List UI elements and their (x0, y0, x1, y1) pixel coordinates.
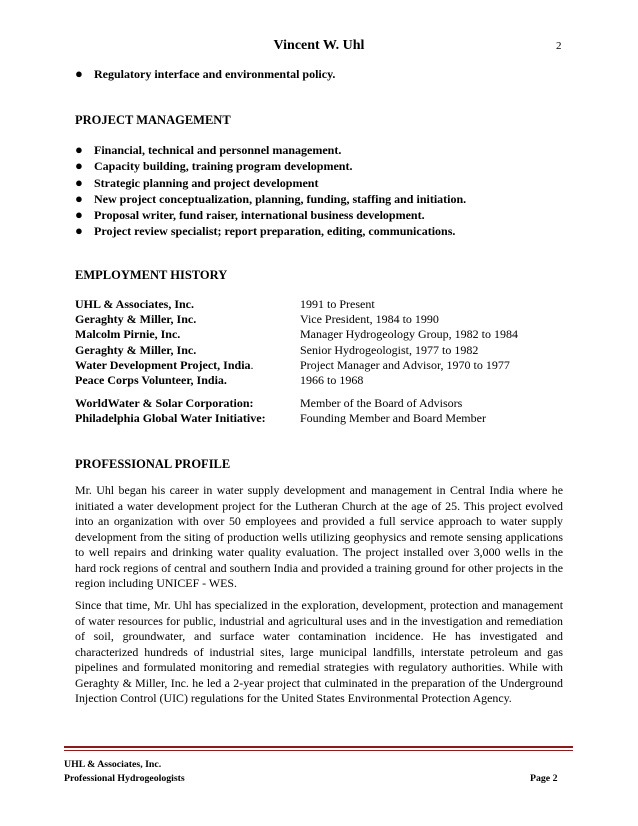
professional-profile-heading: PROFESSIONAL PROFILE (75, 457, 231, 471)
table-row: Geraghty & Miller, Inc. Senior Hydrogeologist, 1977 to 1982 (75, 342, 479, 357)
footer-rule (64, 746, 573, 748)
list-item: ● Strategic planning and project development (75, 174, 319, 190)
employment-history-heading: EMPLOYMENT HISTORY (75, 268, 228, 282)
table-row: UHL & Associates, Inc. 1991 to Present (75, 297, 375, 311)
table-row: Malcolm Pirnie, Inc. Manager Hydrogeology Group, 1982 to 1984 (75, 327, 518, 342)
list-item: ● Project review specialist; report preparation, editing, communications. (75, 223, 456, 239)
table-row: Philadelphia Global Water Initiative: Founding Member and Board Member (75, 411, 486, 426)
bullet-icon: ● (75, 66, 83, 81)
top-bullet-list (75, 66, 575, 82)
table-row: Water Development Project, India. Project Manager and Advisor, 1970 to 1977 (75, 357, 510, 372)
project-management-heading: PROJECT MANAGEMENT (75, 113, 231, 127)
bullet-icon: ● (75, 190, 83, 206)
list-item: ● Proposal writer, fund raiser, international business development. (75, 207, 425, 223)
list-item: ● Financial, technical and personnel management. (75, 142, 342, 157)
bullet-icon: ● (75, 142, 83, 157)
bullet-icon: ● (75, 207, 83, 223)
header-name: Vincent W. Uhl (273, 38, 365, 53)
table-row: WorldWater & Solar Corporation: Member of the Board of Advisors (75, 396, 463, 410)
footer-subtitle: Professional Hydrogeologists (64, 773, 185, 784)
list-item: ● Regulatory interface and environmental policy. (75, 66, 336, 81)
header-page-number: 2 (556, 40, 562, 52)
table-row: Peace Corps Volunteer, India. 1966 to 1968 (75, 373, 364, 388)
bullet-icon: ● (75, 174, 83, 190)
list-item: ● Capacity building, training program development. (75, 158, 353, 174)
list-item: ● New project conceptualization, planning, funding, staffing and initiation. (75, 190, 467, 206)
bullet-icon: ● (75, 158, 83, 174)
footer-company: UHL & Associates, Inc. (64, 759, 162, 770)
table-row: Geraghty & Miller, Inc. Vice President, 1984 to 1990 (75, 312, 439, 327)
profile-paragraph: Since that time, Mr. Uhl has specialized in the exploration, development, protection and management of water resources for public, industrial and agricultural uses and in the investigation and remediation of soil, groundwater, and surface water contamination incidence. He has investigated and characterized hundreds of industrial sites, large municipal landfills, interstate petroleum and gas pipelines and formulated monitoring and remedial strategies with regulatory authorities. While with Geraghty & Miller, Inc. he led a 2-year project that culminated in the preparation of the Underground Injection Control (UIC) regulations for the United States Environmental Protection Agency. (75, 598, 563, 705)
board-positions-table (75, 396, 486, 426)
employment-table (75, 297, 518, 388)
project-management-list (75, 142, 575, 240)
footer-page-label: Page 2 (530, 773, 558, 784)
bullet-icon: ● (75, 223, 83, 239)
profile-paragraph: Mr. Uhl began his career in water supply development and management in Central India where he initiated a water development project for the Lutheran Church at the age of 25. This project evolved into an organization with over 50 employees and provided a full service approach to water supply development from the siting of production wells utilizing geophysics and remote sensing applications to well repairs and drinking water quality evaluation. The project installed over 3,000 wells in the hard rock regions of central and southern India and provided a training ground for other projects in the region including UNICEF - WES. (75, 483, 563, 590)
footer-rule (64, 750, 573, 751)
